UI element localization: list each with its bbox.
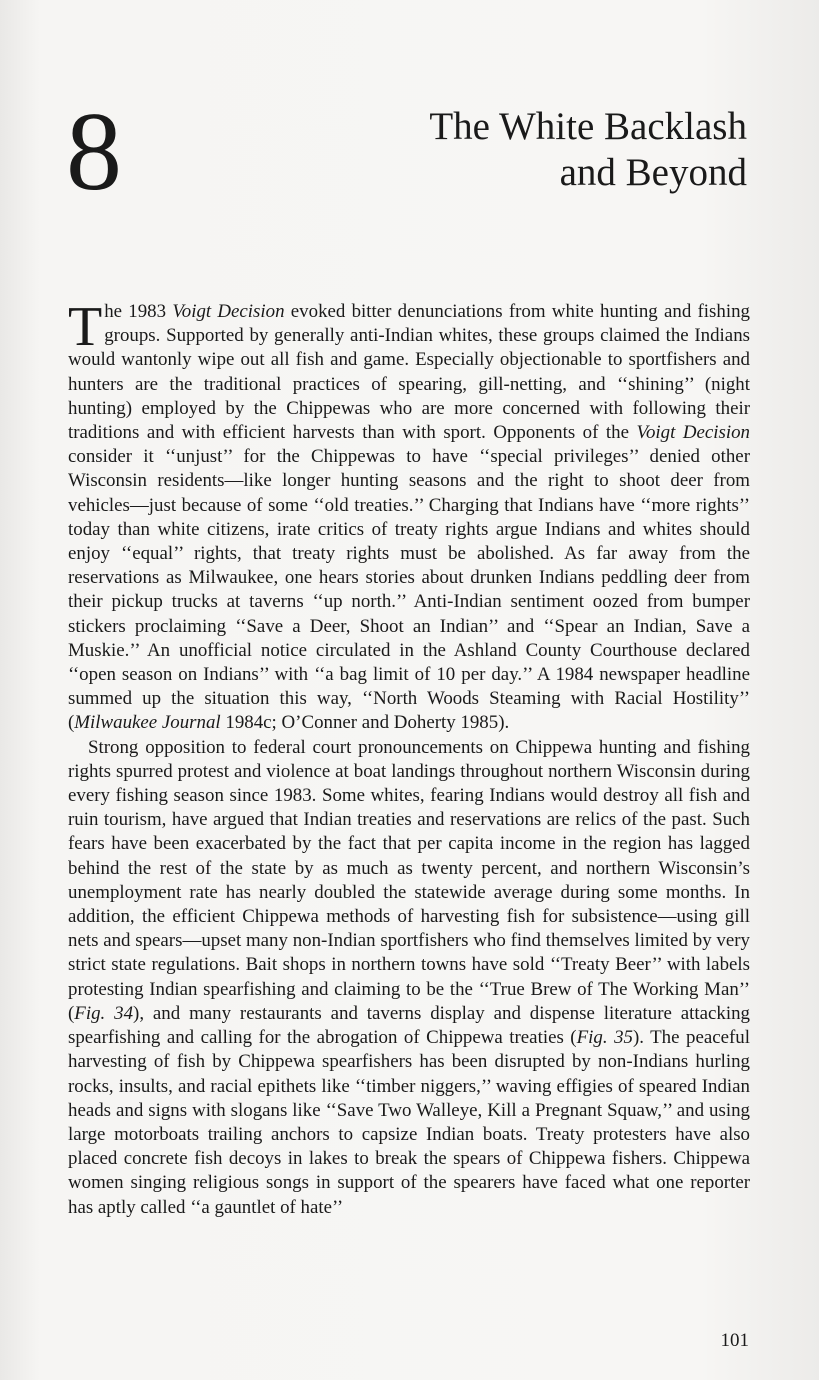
paragraph-2-fig-34-ref: Fig. 34 xyxy=(74,1002,134,1024)
paragraph-1 xyxy=(68,296,750,736)
paragraph-1-italic-voigt-2: Voigt Decision xyxy=(636,422,750,444)
paragraph-2-fig-35-ref: Fig. 35 xyxy=(576,1027,633,1049)
chapter-number: 8 xyxy=(66,90,122,214)
chapter-title-line-1: The White Backlash xyxy=(429,105,747,148)
paragraph-1-italic-journal: Milwaukee Journal xyxy=(74,712,221,734)
page-number: 101 xyxy=(720,1330,749,1351)
paragraph-2-text-c: ). The peaceful harvesting of fish by Chippewa spearfishers has been disrupted by non-Indians hurling rocks, insults, and racial epithets like ‘‘timber niggers,’’ waving effigies of speared Indian heads and signs with slogans like ‘‘Save Two Walleye, Kill a Pregnant Squaw,’’ and using large motorboats trailing anchors to capsize Indian boats. Treaty protesters have also placed concrete fish decoys in lakes to break the spears of Chippewa fishers. Chippewa women singing religious songs in support of the spearers have faced what one reporter has aptly called ‘‘a gauntlet of hate’’ xyxy=(68,1027,750,1218)
chapter-title-line-2: and Beyond xyxy=(559,151,747,194)
paragraph-1-text-c: consider it ‘‘unjust’’ for the Chippewas to have ‘‘special privileges’’ denied other Wisconsin residents—like longer hunting seasons and the right to shoot deer from vehicles—just because of some ‘‘old treaties.’’ Charging that Indians have ‘‘more rights’’ today than white citizens, irate critics of treaty rights argue Indians and whites should enjoy ‘‘equal’’ rights, that treaty rights must be abolished. As far away from the reservations as Milwaukee, one hears stories about drunken Indians peddling deer from their pickup trucks at taverns ‘‘up north.’’ Anti-Indian sentiment oozed from bumper stickers proclaiming ‘‘Save a Deer, Shoot an Indian’’ and ‘‘Spear an Indian, Save a Muskie.’’ An unofficial notice circulated in the Ashland County Courthouse declared ‘‘open season on Indians’’ with ‘‘a bag limit of 10 per day.’’ A 1984 newspaper headline summed up the situation this way, ‘‘North Woods Steaming with Racial Hostility’’ ( xyxy=(68,446,750,734)
paragraph-2 xyxy=(68,736,750,1220)
paragraph-1-text-d: 1984c; O’Conner and Doherty 1985). xyxy=(220,712,510,734)
paragraph-2-text-b: ), and many restaurants and taverns display and dispense literature attacking spearfishing and calling for the abrogation of Chippewa treaties ( xyxy=(68,1002,750,1049)
paragraph-1-italic-voigt-1: Voigt Decision xyxy=(172,301,285,322)
drop-cap: T xyxy=(68,296,103,358)
chapter-title xyxy=(327,104,747,196)
chapter-body xyxy=(68,296,750,1220)
paragraph-1-text-b: evoked bitter denunciations from white hunting and fishing groups. Supported by generally anti-Indian whites, these groups claimed the Indians would wantonly wipe out all fish and game. Especially objectionable to sportfishers and hunters are the traditional practices of spearing, gill-netting, and ‘‘shining’’ (night hunting) employed by the Chippewas who are more concerned with following their traditions and with efficient harvests than with sport. Opponents of the xyxy=(68,301,750,444)
paragraph-2-text-a: Strong opposition to federal court pronouncements on Chippewa hunting and fishing rights spurred protest and violence at boat landings throughout northern Wisconsin during every fishing season since 1983. Some whites, fearing Indians would destroy all fish and ruin tourism, have argued that Indian treaties and reservations are relics of the past. Such fears have been exacerbated by the fact that per capita income in the region has lagged behind the rest of the state by as much as twenty percent, and northern Wisconsin’s unemployment rate has nearly doubled the statewide average during some months. In addition, the efficient Chippewa methods of harvesting fish for subsistence—using gill nets and spears—upset many non-Indian sportfishers who find themselves limited by very strict state regulations. Bait shops in northern towns have sold ‘‘Treaty Beer’’ with labels protesting Indian spearfishing and claiming to be the ‘‘True Brew of The Working Man’’ ( xyxy=(68,736,750,1024)
paragraph-1-text-a: he 1983 xyxy=(104,301,173,322)
